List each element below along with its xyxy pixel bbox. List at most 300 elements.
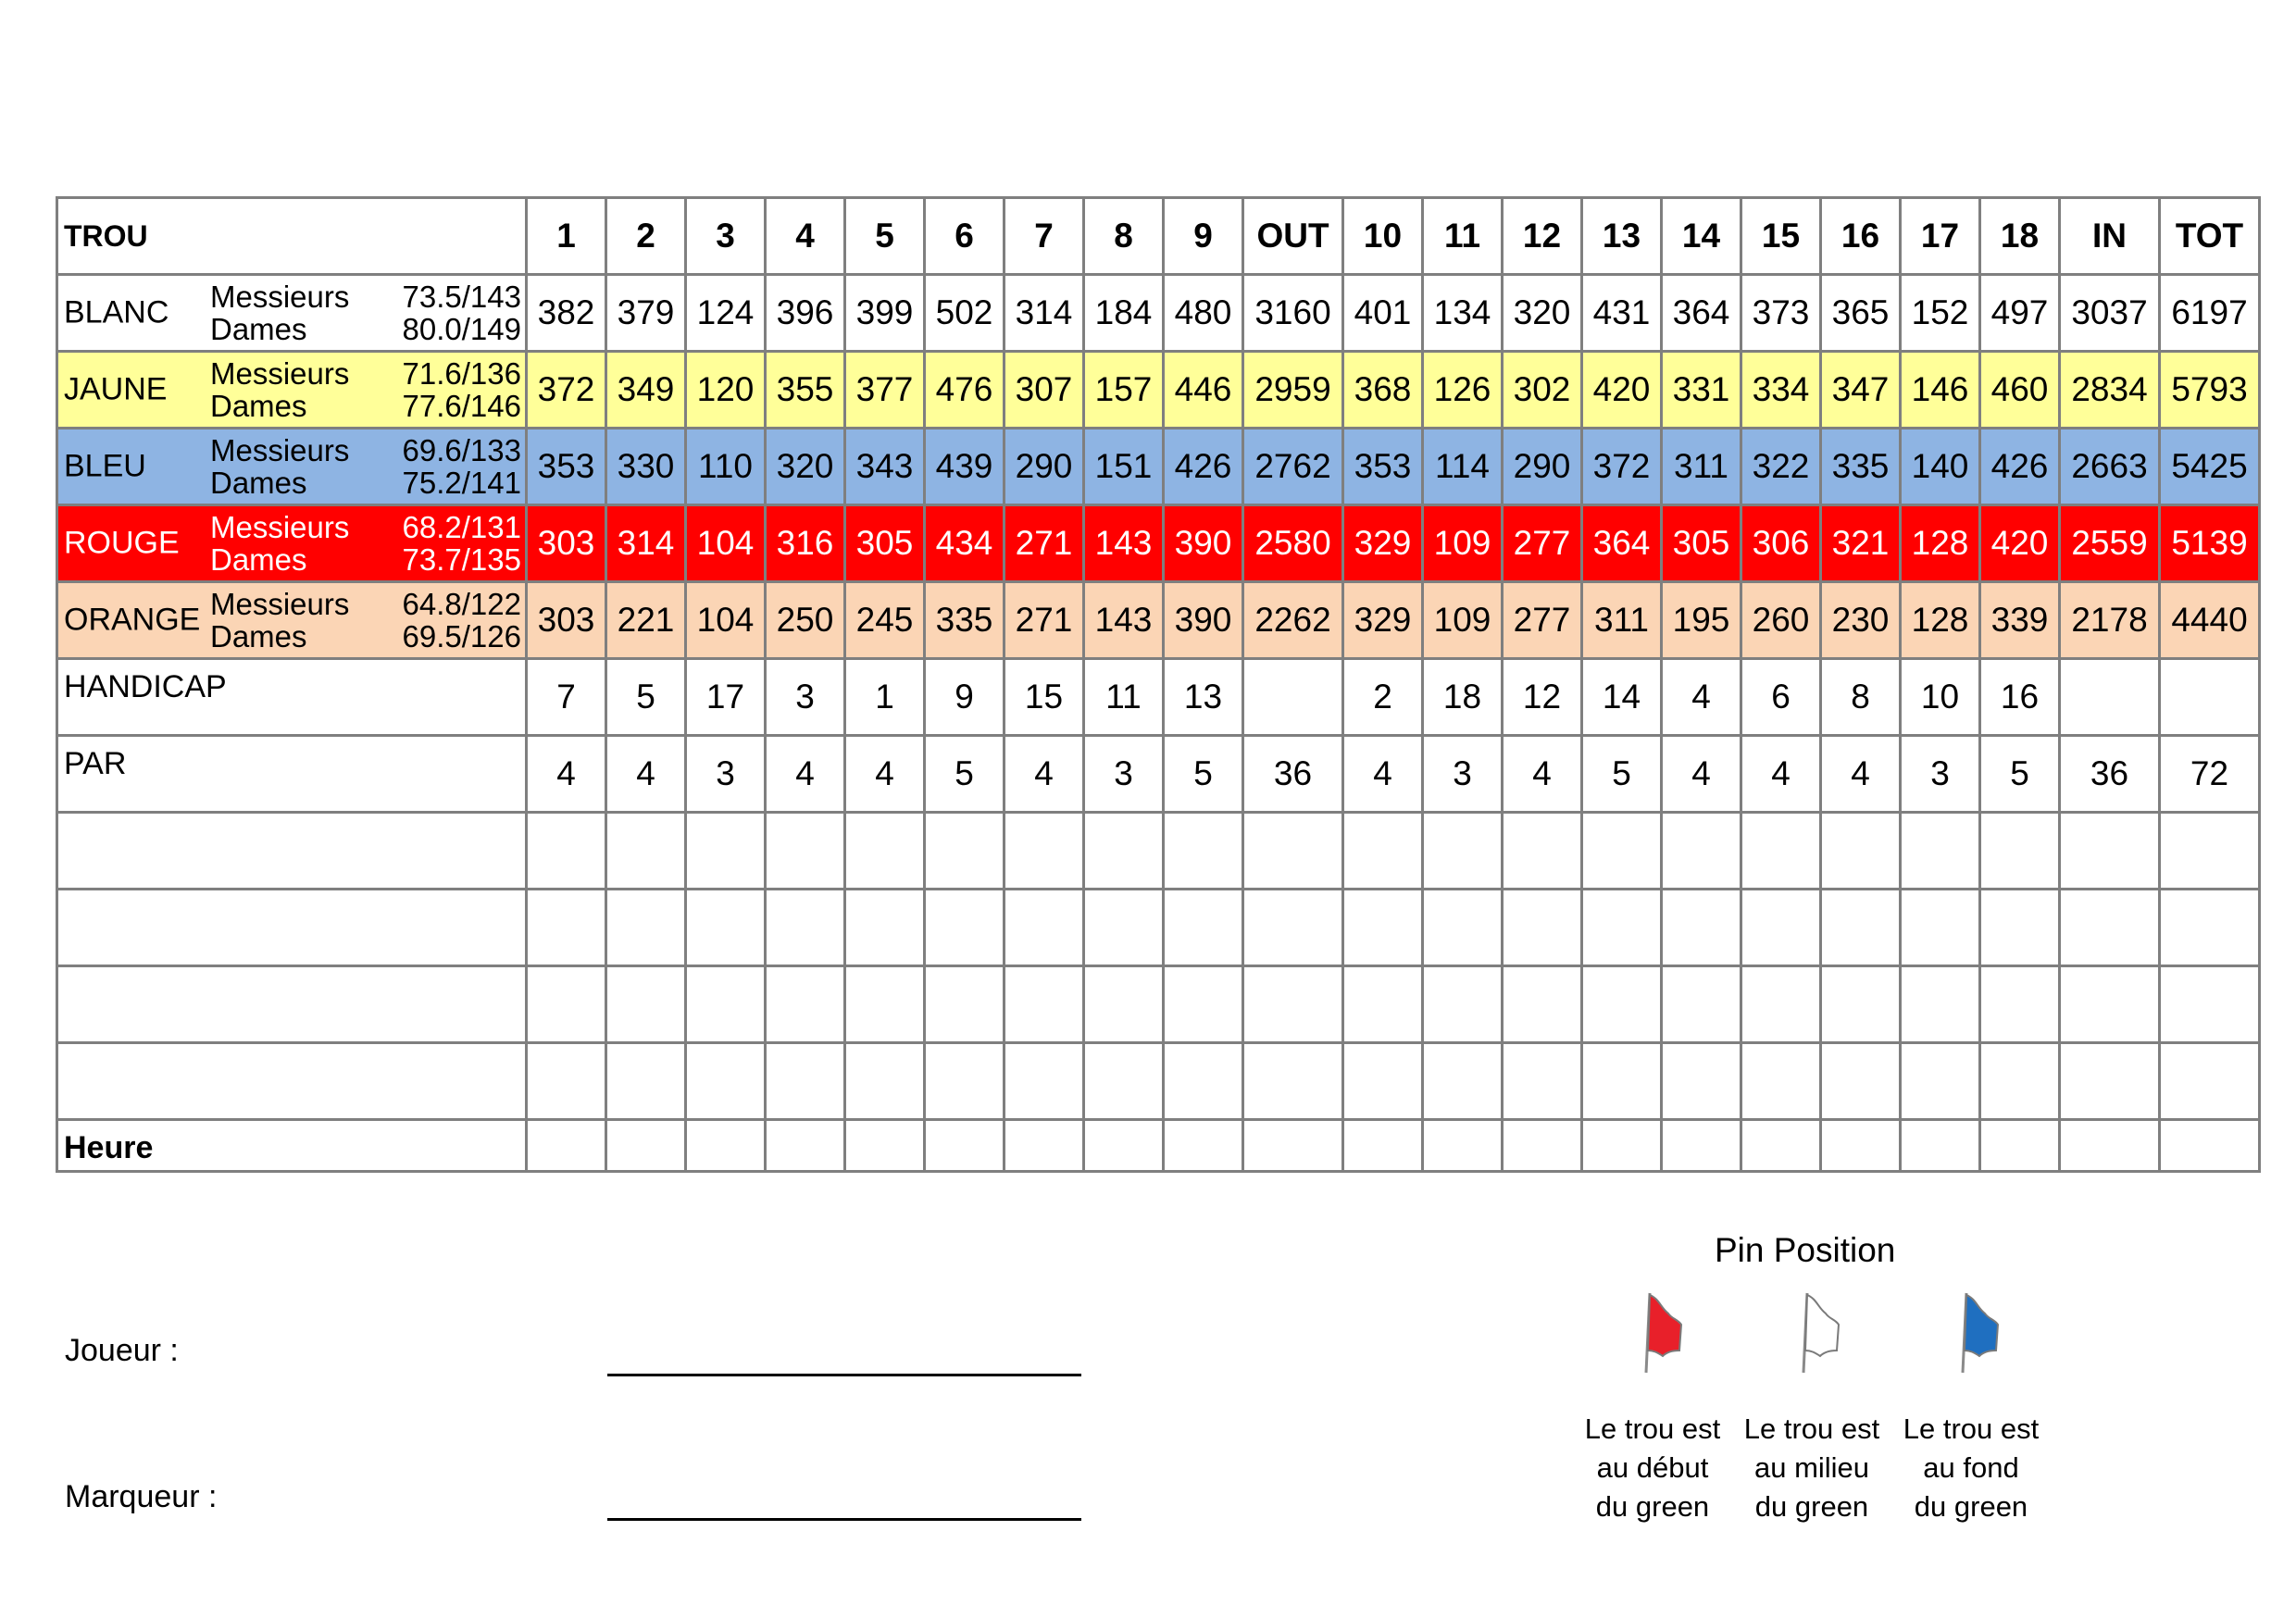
score-entry-cell[interactable] (1084, 890, 1164, 966)
cell-hole-17: 17 (1901, 198, 1980, 275)
cell-hole-13: 364 (1582, 505, 1662, 582)
cell-hole-8: 184 (1084, 275, 1164, 352)
cell-hole-8: 151 (1084, 429, 1164, 505)
score-entry-cell[interactable] (686, 1043, 766, 1120)
men-rating: 71.6/136 (402, 356, 521, 391)
score-entry-cell[interactable] (1741, 1043, 1821, 1120)
score-entry-cell[interactable] (1582, 1043, 1662, 1120)
time-entry-cell[interactable] (1901, 1120, 1980, 1172)
tee-label-cell-rouge (57, 505, 527, 582)
score-entry-cell[interactable] (1741, 966, 1821, 1043)
time-entry-cell[interactable] (1582, 1120, 1662, 1172)
time-entry-cell[interactable] (2060, 1120, 2160, 1172)
tee-label-cell-blanc (57, 275, 527, 352)
cell-hole-18: 339 (1980, 582, 2060, 659)
cell-hole-6: 6 (925, 198, 1004, 275)
score-entry-cell[interactable] (1901, 966, 1980, 1043)
time-entry-cell[interactable] (1741, 1120, 1821, 1172)
cell-in: 2663 (2060, 429, 2160, 505)
women-rating: 80.0/149 (402, 312, 521, 346)
cell-hole-11: 126 (1423, 352, 1503, 429)
tee-name: JAUNE (64, 371, 168, 407)
cell-hole-7: 271 (1004, 582, 1084, 659)
score-entry-cell[interactable] (1582, 890, 1662, 966)
player-name-cell[interactable] (57, 813, 527, 890)
cell-tot: 5793 (2160, 352, 2260, 429)
cell-hole-12: 12 (1503, 198, 1582, 275)
cell-hole-4: 316 (766, 505, 845, 582)
score-entry-cell[interactable] (845, 966, 925, 1043)
cell-hole-16: 347 (1821, 352, 1901, 429)
score-entry-cell[interactable] (1901, 813, 1980, 890)
score-entry-cell[interactable] (527, 966, 606, 1043)
score-entry-cell[interactable] (527, 890, 606, 966)
cell-hole-11: 109 (1423, 582, 1503, 659)
cell-hole-18: 420 (1980, 505, 2060, 582)
cell-in: 2559 (2060, 505, 2160, 582)
score-entry-cell[interactable] (1821, 890, 1901, 966)
cell-hole-9: 480 (1164, 275, 1243, 352)
time-entry-cell[interactable] (2160, 1120, 2260, 1172)
time-entry-cell[interactable] (1821, 1120, 1901, 1172)
pin-caption-line: du green (1595, 1490, 1710, 1523)
cell-hole-12: 4 (1503, 736, 1582, 813)
score-entry-cell[interactable] (845, 890, 925, 966)
cell-hole-9: 390 (1164, 505, 1243, 582)
cell-hole-13: 14 (1582, 659, 1662, 736)
cell-hole-1: 382 (527, 275, 606, 352)
par-row (57, 736, 2260, 813)
cell-hole-16: 321 (1821, 505, 1901, 582)
cell-hole-4: 4 (766, 736, 845, 813)
cell-hole-4: 250 (766, 582, 845, 659)
score-entry-cell[interactable] (527, 813, 606, 890)
score-entry-cell[interactable] (1662, 1043, 1741, 1120)
score-entry-cell[interactable] (925, 890, 1004, 966)
score-entry-cell[interactable] (606, 966, 686, 1043)
cell-hole-9: 9 (1164, 198, 1243, 275)
tee-name: ORANGE (64, 602, 201, 638)
header-row (57, 198, 2260, 275)
cell-hole-6: 502 (925, 275, 1004, 352)
score-entry-cell[interactable] (1741, 890, 1821, 966)
score-entry-cell[interactable] (2060, 890, 2160, 966)
heure-label-cell (57, 1120, 527, 1172)
cell-hole-13: 311 (1582, 582, 1662, 659)
tee-row-rouge (57, 505, 2260, 582)
cell-hole-2: 314 (606, 505, 686, 582)
men-label: Messieurs (210, 433, 350, 467)
score-entry-cell[interactable] (1662, 966, 1741, 1043)
score-entry-cell[interactable] (1662, 813, 1741, 890)
pin-caption-line: Le trou est (1584, 1413, 1721, 1445)
cell-hole-7: 4 (1004, 736, 1084, 813)
score-entry-cell[interactable] (686, 890, 766, 966)
score-entry-cell[interactable] (1503, 813, 1582, 890)
cell-hole-7: 314 (1004, 275, 1084, 352)
men-rating: 64.8/122 (402, 587, 521, 621)
pin-caption-line: du green (1754, 1490, 1869, 1523)
cell-hole-17: 152 (1901, 275, 1980, 352)
player-signature-line[interactable] (607, 1374, 1081, 1376)
score-entry-cell[interactable] (1343, 813, 1423, 890)
time-entry-cell[interactable] (925, 1120, 1004, 1172)
time-entry-cell[interactable] (845, 1120, 925, 1172)
cell-hole-18: 497 (1980, 275, 2060, 352)
cell-hole-18: 5 (1980, 736, 2060, 813)
cell-tot: 5139 (2160, 505, 2260, 582)
cell-hole-13: 13 (1582, 198, 1662, 275)
cell-hole-4: 320 (766, 429, 845, 505)
men-label: Messieurs (210, 510, 350, 544)
cell-out: 36 (1243, 736, 1343, 813)
score-entry-cell[interactable] (1423, 966, 1503, 1043)
score-entry-cell[interactable] (1821, 813, 1901, 890)
men-rating: 69.6/133 (402, 433, 521, 467)
score-entry-cell[interactable] (766, 890, 845, 966)
cell-hole-3: 104 (686, 582, 766, 659)
score-entry-cell[interactable] (1084, 813, 1164, 890)
cell-hole-14: 14 (1662, 198, 1741, 275)
score-entry-cell[interactable] (1004, 890, 1084, 966)
cell-hole-12: 290 (1503, 429, 1582, 505)
score-entry-cell[interactable] (1243, 890, 1343, 966)
cell-hole-2: 379 (606, 275, 686, 352)
cell-hole-13: 420 (1582, 352, 1662, 429)
cell-hole-6: 335 (925, 582, 1004, 659)
cell-hole-8: 11 (1084, 659, 1164, 736)
tee-label-cell-bleu (57, 429, 527, 505)
score-entry-cell[interactable] (1164, 890, 1243, 966)
score-entry-cell[interactable] (1164, 966, 1243, 1043)
score-entry-cell[interactable] (925, 1043, 1004, 1120)
cell-hole-16: 230 (1821, 582, 1901, 659)
tee-row-jaune (57, 352, 2260, 429)
handicap-label-cell (57, 659, 527, 736)
cell-hole-18: 460 (1980, 352, 2060, 429)
score-entry-cell[interactable] (2160, 890, 2260, 966)
cell-tot: 4440 (2160, 582, 2260, 659)
cell-hole-6: 476 (925, 352, 1004, 429)
cell-hole-7: 307 (1004, 352, 1084, 429)
cell-hole-8: 8 (1084, 198, 1164, 275)
cell-out: 3160 (1243, 275, 1343, 352)
score-entry-cell[interactable] (1423, 813, 1503, 890)
score-entry-cell[interactable] (925, 813, 1004, 890)
score-entry-cell[interactable] (1503, 966, 1582, 1043)
time-entry-cell[interactable] (1164, 1120, 1243, 1172)
cell-out: 2959 (1243, 352, 1343, 429)
cell-hole-15: 260 (1741, 582, 1821, 659)
score-entry-cell[interactable] (1980, 1043, 2060, 1120)
score-entry-cell[interactable] (1343, 890, 1423, 966)
score-entry-cell[interactable] (1980, 966, 2060, 1043)
time-entry-cell[interactable] (686, 1120, 766, 1172)
cell-hole-17: 128 (1901, 505, 1980, 582)
score-entry-cell[interactable] (1901, 890, 1980, 966)
score-entry-cell[interactable] (1243, 813, 1343, 890)
score-entry-cell[interactable] (766, 966, 845, 1043)
cell-hole-6: 439 (925, 429, 1004, 505)
score-entry-cell[interactable] (1084, 966, 1164, 1043)
tee-label-cell-orange (57, 582, 527, 659)
cell-hole-8: 157 (1084, 352, 1164, 429)
score-entry-cell[interactable] (2160, 966, 2260, 1043)
women-label: Dames (210, 542, 307, 577)
cell-hole-3: 124 (686, 275, 766, 352)
pin-caption (1883, 1410, 2059, 1526)
cell-hole-3: 3 (686, 198, 766, 275)
cell-hole-3: 3 (686, 736, 766, 813)
cell-hole-2: 221 (606, 582, 686, 659)
time-entry-cell[interactable] (1004, 1120, 1084, 1172)
cell-hole-10: 353 (1343, 429, 1423, 505)
cell-hole-1: 7 (527, 659, 606, 736)
pin-caption-line: Le trou est (1743, 1413, 1880, 1445)
cell-hole-16: 16 (1821, 198, 1901, 275)
score-entry-cell[interactable] (606, 1043, 686, 1120)
tee-row-orange (57, 582, 2260, 659)
score-entry-cell[interactable] (1980, 890, 2060, 966)
score-entry-cell[interactable] (925, 966, 1004, 1043)
trou-label: TROU (64, 219, 148, 253)
cell-hole-5: 1 (845, 659, 925, 736)
cell-tot: TOT (2160, 198, 2260, 275)
time-entry-cell[interactable] (527, 1120, 606, 1172)
cell-hole-4: 396 (766, 275, 845, 352)
cell-hole-1: 303 (527, 582, 606, 659)
tee-row-bleu (57, 429, 2260, 505)
score-entry-cell[interactable] (845, 1043, 925, 1120)
time-entry-cell[interactable] (1084, 1120, 1164, 1172)
cell-out (1243, 659, 1343, 736)
score-entry-cell[interactable] (1582, 813, 1662, 890)
cell-out: 2762 (1243, 429, 1343, 505)
cell-hole-6: 5 (925, 736, 1004, 813)
pin-caption-line: au milieu (1753, 1451, 1870, 1484)
cell-hole-18: 426 (1980, 429, 2060, 505)
cell-hole-12: 320 (1503, 275, 1582, 352)
cell-hole-11: 134 (1423, 275, 1503, 352)
time-entry-cell[interactable] (1343, 1120, 1423, 1172)
cell-hole-7: 7 (1004, 198, 1084, 275)
cell-hole-15: 15 (1741, 198, 1821, 275)
women-label: Dames (210, 389, 307, 423)
cell-hole-7: 290 (1004, 429, 1084, 505)
women-rating: 69.5/126 (402, 619, 521, 653)
score-entry-cell[interactable] (1423, 890, 1503, 966)
cell-in: 36 (2060, 736, 2160, 813)
tee-name: BLEU (64, 448, 146, 484)
women-label: Dames (210, 312, 307, 346)
cell-in: 3037 (2060, 275, 2160, 352)
cell-hole-14: 364 (1662, 275, 1741, 352)
score-entry-cell[interactable] (606, 890, 686, 966)
cell-hole-16: 365 (1821, 275, 1901, 352)
pin-caption-line: Le trou est (1903, 1413, 2040, 1445)
score-entry-cell[interactable] (2060, 813, 2160, 890)
tee-row-blanc (57, 275, 2260, 352)
cell-hole-3: 17 (686, 659, 766, 736)
cell-hole-12: 302 (1503, 352, 1582, 429)
score-entry-cell[interactable] (1582, 966, 1662, 1043)
score-entry-cell[interactable] (2160, 1043, 2260, 1120)
score-entry-cell[interactable] (1423, 1043, 1503, 1120)
cell-hole-14: 305 (1662, 505, 1741, 582)
player-name-cell[interactable] (57, 890, 527, 966)
cell-hole-2: 2 (606, 198, 686, 275)
blue-flag-icon (1953, 1291, 2018, 1375)
cell-hole-8: 143 (1084, 505, 1164, 582)
score-entry-cell[interactable] (845, 813, 925, 890)
score-entry-cell[interactable] (1164, 1043, 1243, 1120)
cell-hole-5: 399 (845, 275, 925, 352)
cell-tot: 5425 (2160, 429, 2260, 505)
cell-hole-12: 277 (1503, 582, 1582, 659)
cell-hole-17: 3 (1901, 736, 1980, 813)
time-entry-cell[interactable] (1243, 1120, 1343, 1172)
cell-in: IN (2060, 198, 2160, 275)
red-flag-icon (1637, 1291, 1702, 1375)
cell-hole-10: 4 (1343, 736, 1423, 813)
player-name-cell[interactable] (57, 1043, 527, 1120)
cell-in: 2834 (2060, 352, 2160, 429)
score-entry-cell[interactable] (2060, 1043, 2160, 1120)
score-entry-row (57, 1043, 2260, 1120)
cell-hole-16: 8 (1821, 659, 1901, 736)
par-label-cell (57, 736, 527, 813)
cell-hole-14: 4 (1662, 659, 1741, 736)
score-entry-row (57, 890, 2260, 966)
men-label: Messieurs (210, 356, 350, 391)
cell-hole-15: 373 (1741, 275, 1821, 352)
cell-hole-2: 349 (606, 352, 686, 429)
score-entry-cell[interactable] (1343, 1043, 1423, 1120)
score-entry-cell[interactable] (1901, 1043, 1980, 1120)
score-entry-cell[interactable] (2160, 813, 2260, 890)
cell-hole-5: 5 (845, 198, 925, 275)
cell-hole-14: 311 (1662, 429, 1741, 505)
cell-hole-8: 3 (1084, 736, 1164, 813)
cell-out: OUT (1243, 198, 1343, 275)
cell-hole-11: 114 (1423, 429, 1503, 505)
pin-caption-line: du green (1914, 1490, 2028, 1523)
cell-tot (2160, 659, 2260, 736)
cell-hole-15: 4 (1741, 736, 1821, 813)
cell-hole-5: 4 (845, 736, 925, 813)
score-entry-cell[interactable] (2060, 966, 2160, 1043)
women-rating: 77.6/146 (402, 389, 521, 423)
score-entry-cell[interactable] (1821, 1043, 1901, 1120)
cell-in (2060, 659, 2160, 736)
cell-hole-3: 120 (686, 352, 766, 429)
time-entry-cell[interactable] (1423, 1120, 1503, 1172)
men-label: Messieurs (210, 587, 350, 621)
white-flag-icon (1794, 1291, 1859, 1375)
cell-hole-17: 140 (1901, 429, 1980, 505)
cell-hole-18: 16 (1980, 659, 2060, 736)
time-entry-cell[interactable] (766, 1120, 845, 1172)
cell-hole-16: 335 (1821, 429, 1901, 505)
cell-hole-9: 5 (1164, 736, 1243, 813)
score-entry-cell[interactable] (1243, 966, 1343, 1043)
par-label: PAR (64, 746, 127, 781)
score-entry-cell[interactable] (1662, 890, 1741, 966)
cell-hole-13: 431 (1582, 275, 1662, 352)
time-entry-cell[interactable] (606, 1120, 686, 1172)
cell-hole-9: 390 (1164, 582, 1243, 659)
score-entry-cell[interactable] (1343, 966, 1423, 1043)
cell-hole-15: 6 (1741, 659, 1821, 736)
score-entry-cell[interactable] (1004, 1043, 1084, 1120)
cell-hole-17: 128 (1901, 582, 1980, 659)
player-name-cell[interactable] (57, 966, 527, 1043)
score-entry-cell[interactable] (1503, 1043, 1582, 1120)
handicap-label: HANDICAP (64, 669, 227, 704)
score-entry-cell[interactable] (1084, 1043, 1164, 1120)
cell-hole-13: 372 (1582, 429, 1662, 505)
women-label: Dames (210, 466, 307, 500)
cell-hole-11: 3 (1423, 736, 1503, 813)
marker-signature-line[interactable] (607, 1518, 1081, 1521)
score-entry-cell[interactable] (1004, 813, 1084, 890)
cell-hole-13: 5 (1582, 736, 1662, 813)
cell-hole-10: 401 (1343, 275, 1423, 352)
cell-hole-3: 110 (686, 429, 766, 505)
score-entry-cell[interactable] (1741, 813, 1821, 890)
cell-hole-10: 10 (1343, 198, 1423, 275)
cell-hole-15: 322 (1741, 429, 1821, 505)
score-entry-cell[interactable] (686, 966, 766, 1043)
cell-hole-10: 368 (1343, 352, 1423, 429)
cell-hole-17: 10 (1901, 659, 1980, 736)
cell-hole-3: 104 (686, 505, 766, 582)
score-entry-cell[interactable] (1164, 813, 1243, 890)
score-entry-cell[interactable] (606, 813, 686, 890)
cell-hole-1: 353 (527, 429, 606, 505)
cell-hole-10: 329 (1343, 505, 1423, 582)
cell-hole-2: 330 (606, 429, 686, 505)
player-label: Joueur : (65, 1333, 179, 1368)
cell-hole-14: 195 (1662, 582, 1741, 659)
score-entry-row (57, 966, 2260, 1043)
cell-hole-18: 18 (1980, 198, 2060, 275)
pin-caption (1724, 1410, 1900, 1526)
score-entry-cell[interactable] (686, 813, 766, 890)
cell-hole-5: 343 (845, 429, 925, 505)
score-entry-cell[interactable] (527, 1043, 606, 1120)
score-entry-cell[interactable] (1821, 966, 1901, 1043)
women-rating: 75.2/141 (402, 466, 521, 500)
score-entry-cell[interactable] (766, 1043, 845, 1120)
cell-hole-6: 434 (925, 505, 1004, 582)
score-entry-cell[interactable] (1243, 1043, 1343, 1120)
tee-name: BLANC (64, 294, 169, 330)
score-entry-cell[interactable] (1004, 966, 1084, 1043)
cell-hole-9: 426 (1164, 429, 1243, 505)
cell-tot: 72 (2160, 736, 2260, 813)
score-entry-cell[interactable] (766, 813, 845, 890)
score-entry-cell[interactable] (1980, 813, 2060, 890)
time-entry-cell[interactable] (1980, 1120, 2060, 1172)
cell-hole-12: 277 (1503, 505, 1582, 582)
cell-hole-1: 4 (527, 736, 606, 813)
score-entry-cell[interactable] (1503, 890, 1582, 966)
time-entry-cell[interactable] (1662, 1120, 1741, 1172)
men-rating: 68.2/131 (402, 510, 521, 544)
time-entry-cell[interactable] (1503, 1120, 1582, 1172)
cell-hole-5: 377 (845, 352, 925, 429)
